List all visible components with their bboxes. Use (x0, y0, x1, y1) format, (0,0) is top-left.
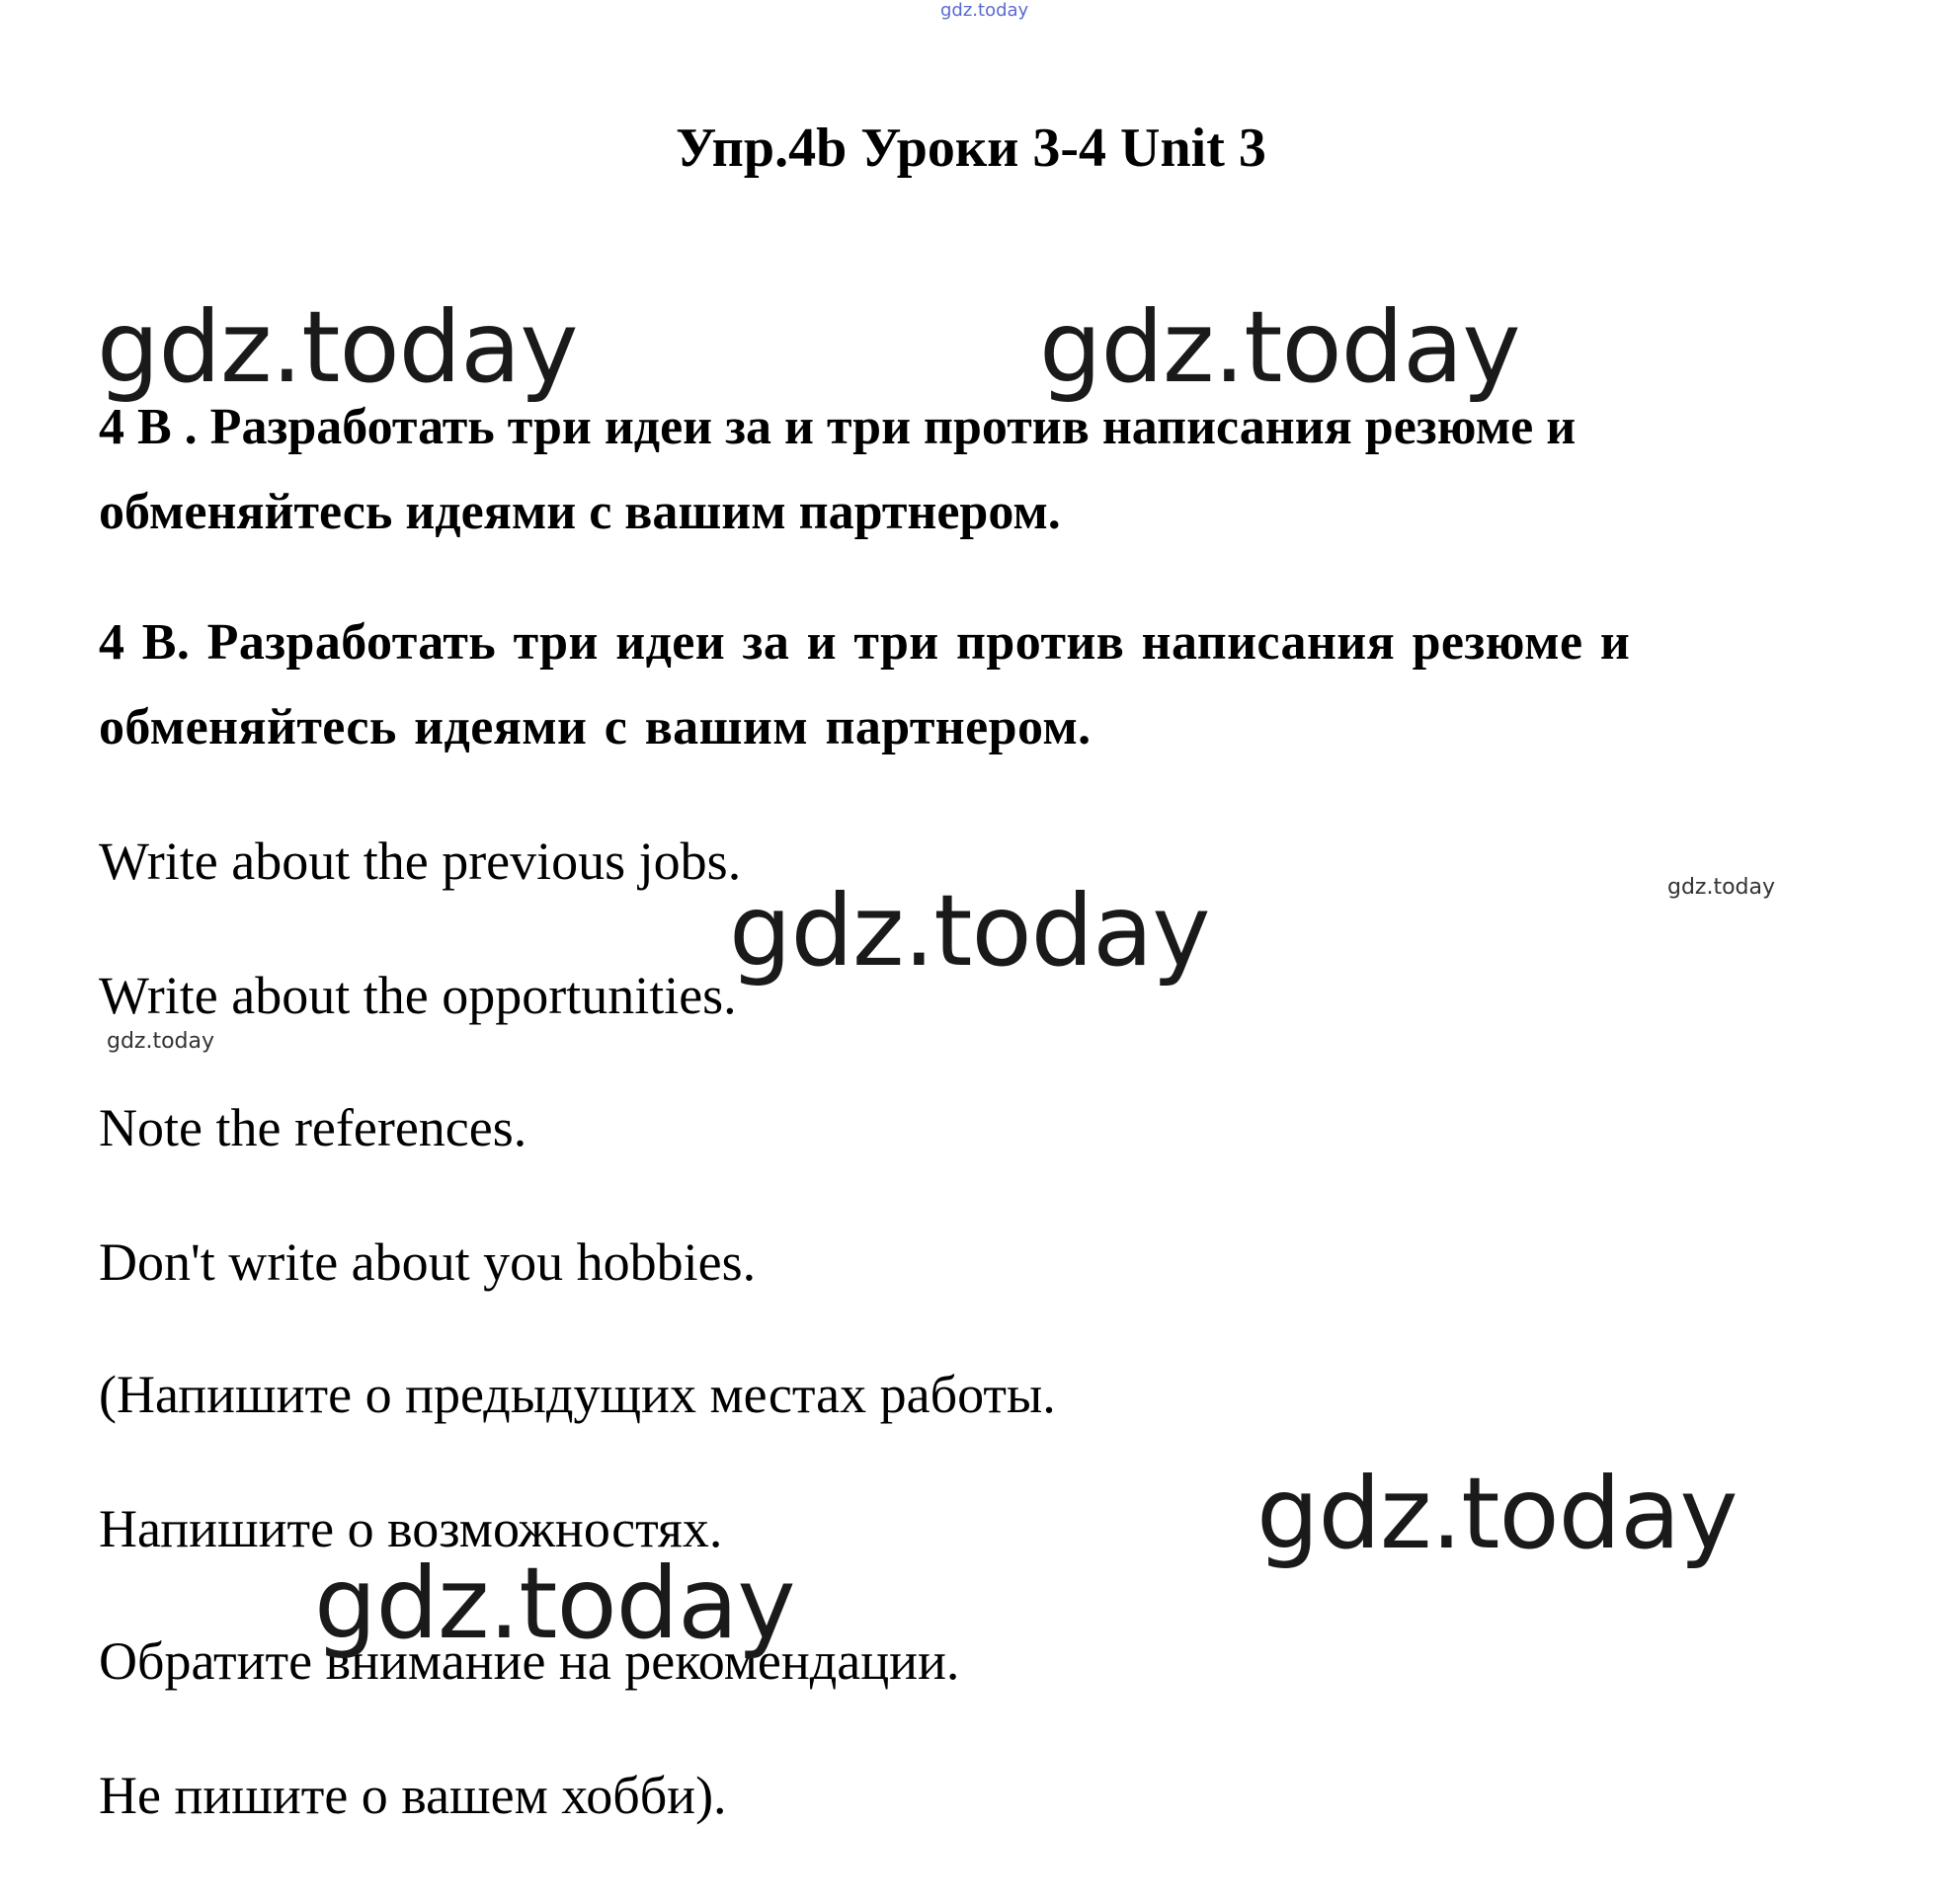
task-line: обменяйтесь идеями с вашим партнером. (99, 484, 1061, 540)
answer-line: Обратите внимание на рекомендации. (99, 1631, 960, 1691)
watermark-text: gdz.today (97, 289, 578, 405)
watermark-text: gdz.today (729, 873, 1210, 989)
watermark-text: gdz.today (314, 1546, 795, 1661)
answer-line: Write about the previous jobs. (99, 832, 742, 891)
answer-line: (Напишите о предыдущих местах работы. (99, 1365, 1056, 1424)
answer-line: Не пишите о вашем хобби). (99, 1766, 727, 1825)
watermark-text: gdz.today (107, 1029, 215, 1054)
page-title: Упр.4b Уроки 3-4 Unit 3 (676, 118, 1266, 179)
task-statement (99, 385, 1576, 555)
answer-line: Note the references. (99, 1098, 527, 1157)
task-statement (99, 600, 1630, 770)
watermark-text: gdz.today (1667, 875, 1776, 900)
answer-line: Don't write about you hobbies. (99, 1232, 757, 1292)
task-line: 4 В . Разработать три идеи за и три против написания резюме и (99, 399, 1577, 455)
watermark-text: gdz.today (940, 0, 1029, 21)
task-line: 4 В. Разработать три идеи за и три против написания резюме и (99, 614, 1631, 671)
task-line: обменяйтесь идеями с вашим партнером. (99, 699, 1092, 755)
watermark-text: gdz.today (1256, 1456, 1738, 1571)
answer-line: Write about the opportunities. (99, 966, 737, 1025)
answer-line: Напишите о возможностях. (99, 1499, 723, 1558)
watermark-text: gdz.today (1039, 289, 1520, 405)
